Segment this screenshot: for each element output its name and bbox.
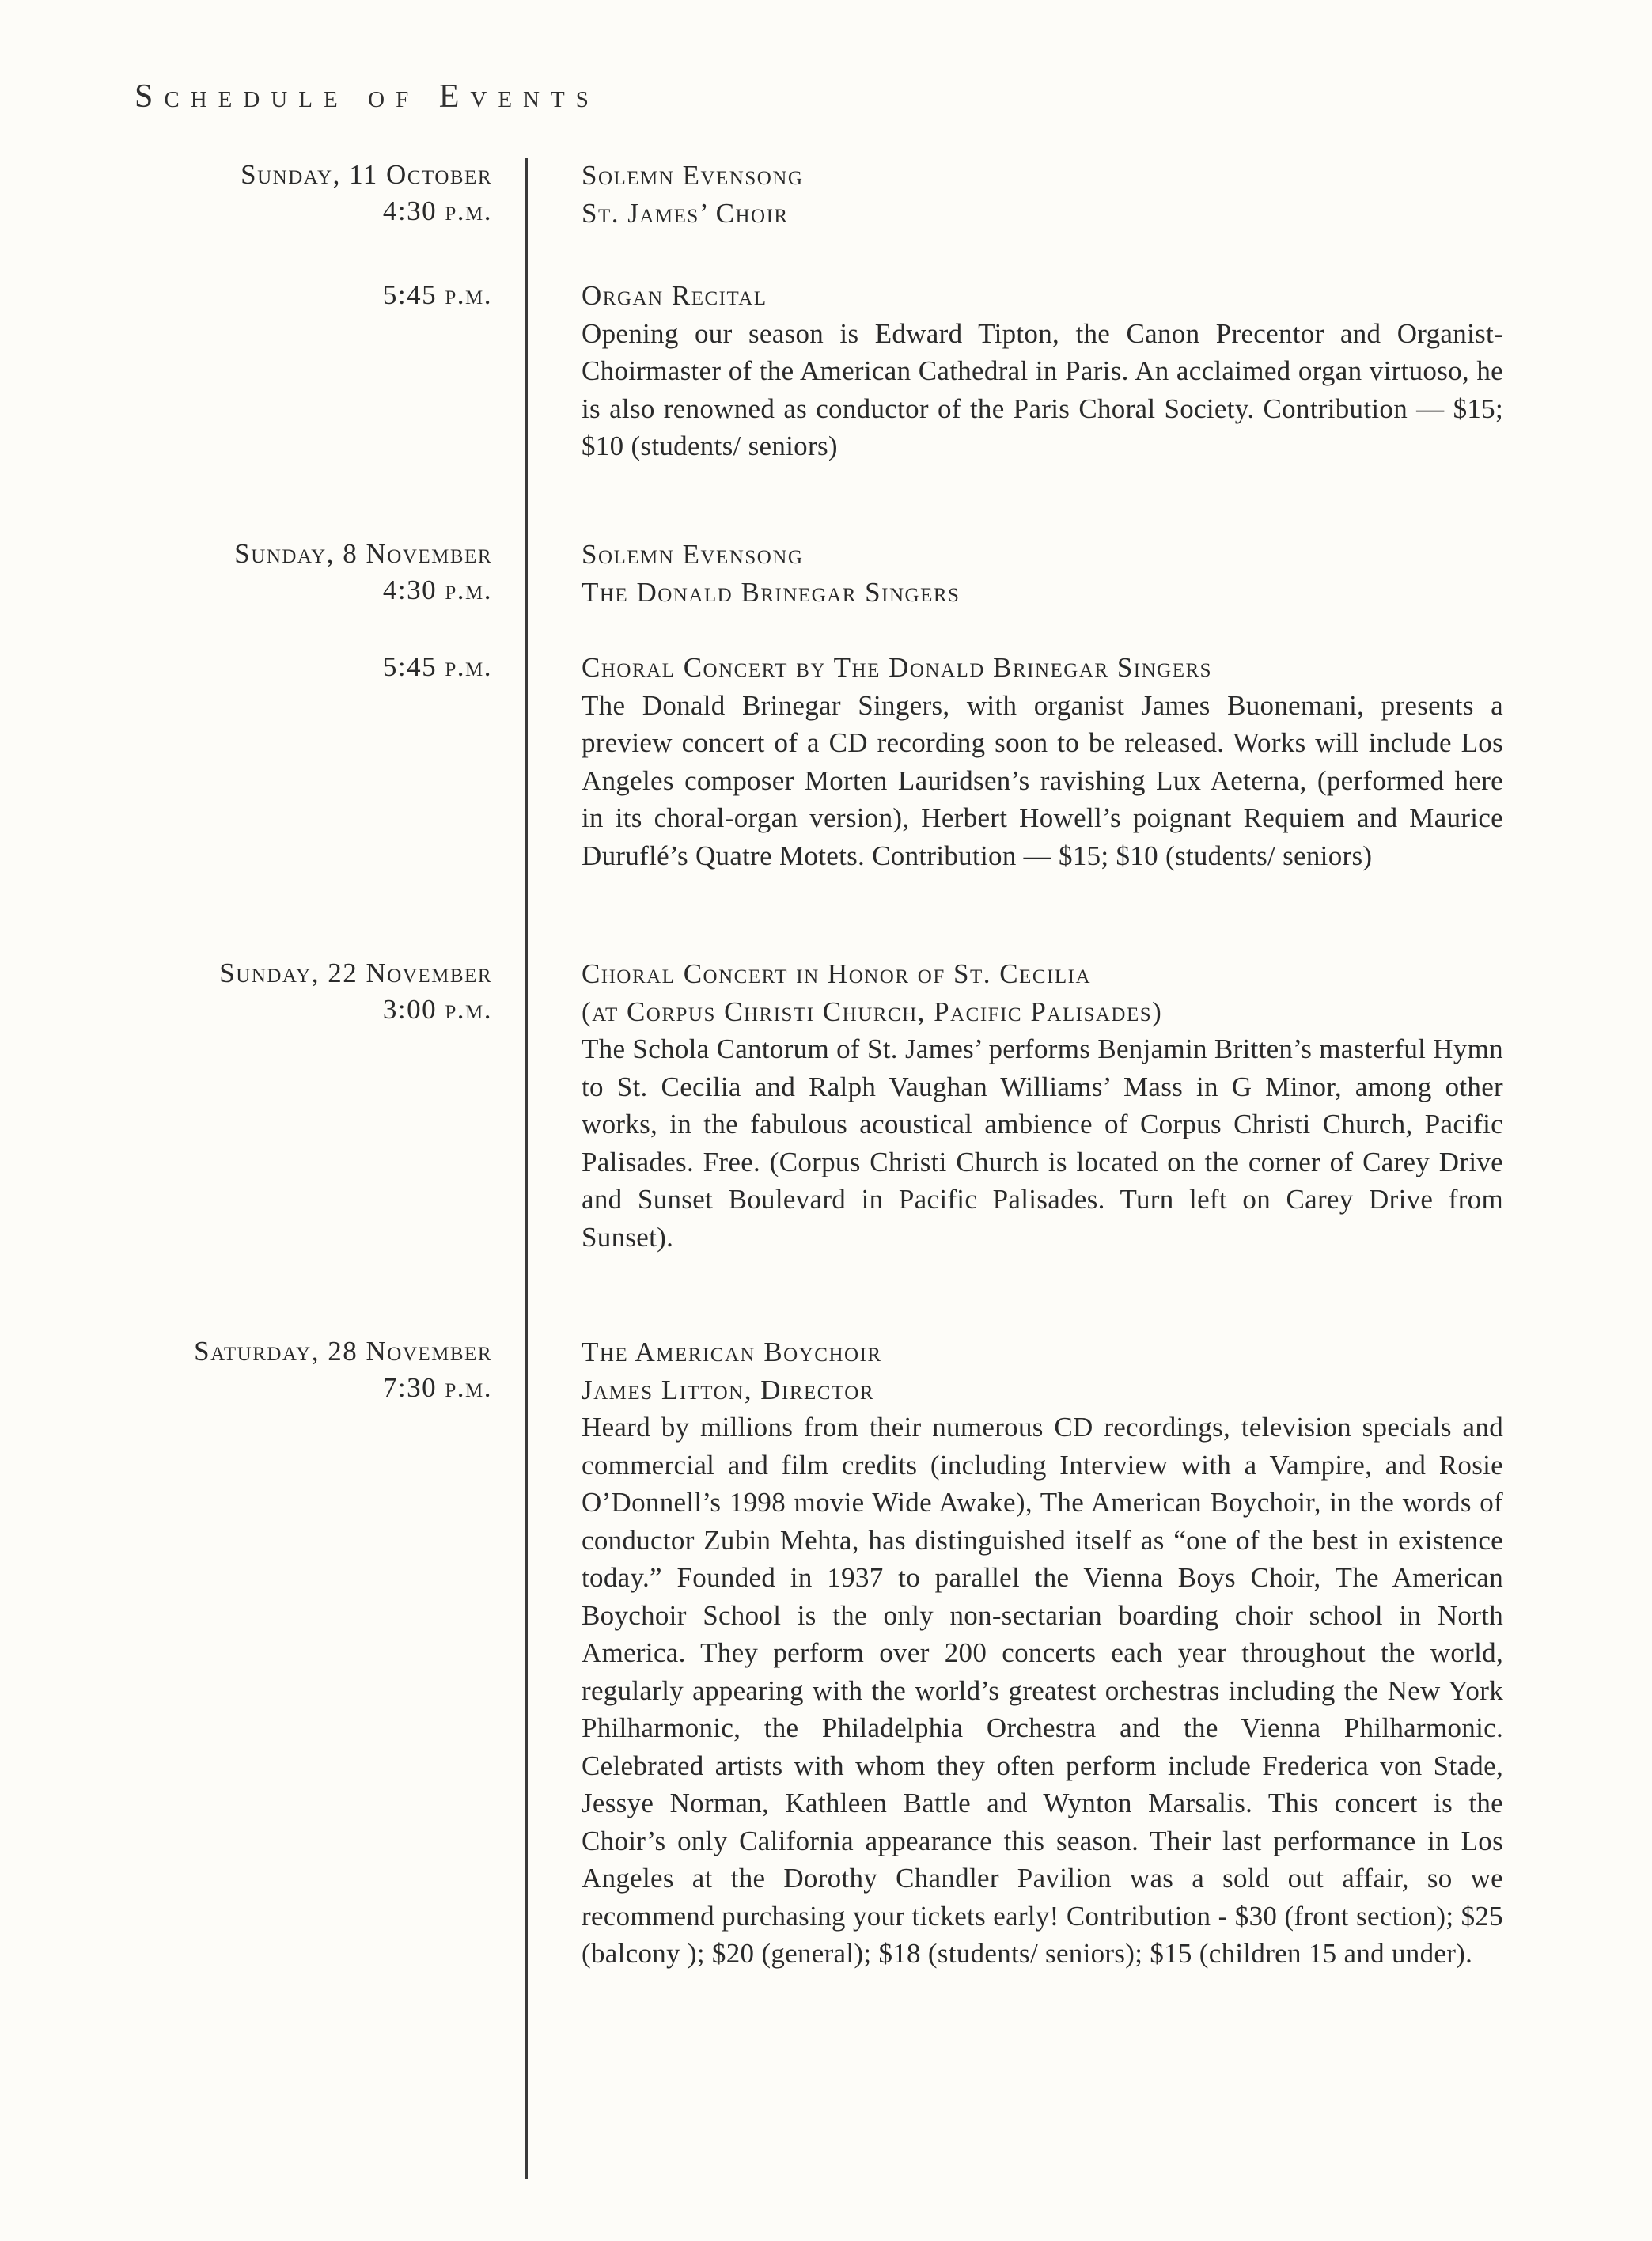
event-heading: Solemn Evensong xyxy=(582,539,804,570)
page-title: Schedule of Events xyxy=(135,78,600,115)
event-details xyxy=(582,277,1503,465)
event-details xyxy=(582,157,1503,232)
event-heading: Choral Concert by The Donald Brinegar Singers xyxy=(582,652,1213,683)
event-heading: The American Boychoir xyxy=(582,1337,882,1367)
event-details xyxy=(582,1333,1503,1973)
event-details xyxy=(582,649,1503,874)
event-description: The Donald Brinegar Singers, with organist James Buonemani, presents a preview concert of a CD recording soon to be released. Works will include Los Angeles composer Morten Lauridsen’s ravishing Lux Aeterna, (performed here in its choral-organ version), Herbert Howell’s poignant Requiem and Maurice Duruflé’s Quatre Motets. Contribution — $15; $10 (students/ seniors) xyxy=(582,689,1503,871)
event-subheading: James Litton, Director xyxy=(582,1374,875,1405)
event-time: 5:45 p.m. xyxy=(382,279,492,310)
event-when xyxy=(0,277,492,313)
event-heading: Solemn Evensong xyxy=(582,160,804,191)
event-heading: Choral Concert in Honor of St. Cecilia xyxy=(582,958,1091,989)
event-subheading: St. James’ Choir xyxy=(582,197,789,229)
event-when xyxy=(0,157,492,229)
event-time: 4:30 p.m. xyxy=(382,195,492,226)
event-time: 7:30 p.m. xyxy=(382,1372,492,1403)
event-when xyxy=(0,955,492,1028)
event-heading: Organ Recital xyxy=(582,280,767,311)
event-details xyxy=(582,536,1503,611)
event-description: Opening our season is Edward Tipton, the Canon Precentor and Organist-Choirmaster of the American Cathedral in Paris. An acclaimed organ virtuoso, he is also renowned as conductor of the Paris Choral Society. Contribution — $15; $10 (students/ seniors) xyxy=(582,317,1503,461)
event-description: Heard by millions from their numerous CD recordings, television specials and commercial and film credits (including Interview with a Vampire, and Rosie O’Donnell’s 1998 movie Wide Awake), The American Boychoir, in the words of conductor Zubin Mehta, has distinguished itself as “one of the best in existence today.” Founded in 1937 to parallel the Vienna Boys Choir, The American Boychoir School is the only non-sectarian boarding choir school in North America. They perform over 200 concerts each year throughout the world, regularly appearing with the world’s greatest orchestras including the New York Philharmonic, the Philadelphia Orchestra and the Vienna Philharmonic. Celebrated artists with whom they often perform include Frederica von Stade, Jessye Norman, Kathleen Battle and Wynton Marsalis. This concert is the Choir’s only California appearance this season. Their last performance in Los Angeles at the Dorothy Chandler Pavilion was a sold out affair, so we recommend purchasing your tickets early! Contribution - $30 (front section); $25 (balcony ); $20 (general); $18 (students/ seniors); $15 (children 15 and under). xyxy=(582,1412,1503,1969)
event-subheading: The Donald Brinegar Singers xyxy=(582,576,961,608)
column-divider xyxy=(525,158,528,2179)
event-details xyxy=(582,955,1503,1256)
event-time: 3:00 p.m. xyxy=(382,994,492,1025)
event-date: Saturday, 28 November xyxy=(194,1336,492,1367)
event-time: 4:30 p.m. xyxy=(382,574,492,605)
event-time: 5:45 p.m. xyxy=(382,651,492,682)
event-date: Sunday, 8 November xyxy=(234,538,492,569)
event-date: Sunday, 22 November xyxy=(219,957,492,988)
event-when xyxy=(0,536,492,609)
event-subheading: (at Corpus Christi Church, Pacific Palisades) xyxy=(582,995,1163,1027)
event-when xyxy=(0,649,492,685)
event-description: The Schola Cantorum of St. James’ performs Benjamin Britten’s masterful Hymn to St. Cecilia and Ralph Vaughan Williams’ Mass in G Minor, among other works, in the fabulous acoustical ambience of Corpus Christi Church, Pacific Palisades. Free. (Corpus Christi Church is located on the corner of Carey Drive and Sunset Boulevard in Pacific Palisades. Turn left on Carey Drive from Sunset). xyxy=(582,1033,1503,1253)
event-when xyxy=(0,1333,492,1406)
event-date: Sunday, 11 October xyxy=(241,159,492,190)
